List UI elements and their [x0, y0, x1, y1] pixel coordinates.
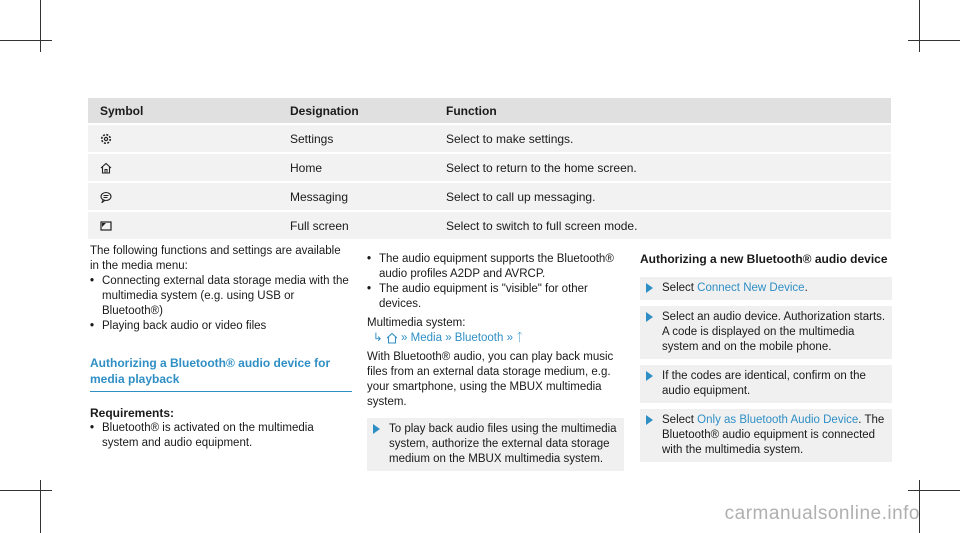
requirements-title: Requirements: [90, 406, 175, 420]
home-icon [100, 162, 112, 174]
symbol-cell [88, 210, 278, 239]
column-header: Function [434, 98, 891, 123]
chevron-right-icon: » [401, 332, 408, 344]
section-title: Authorizing a Bluetooth® audio device for media playback [90, 356, 331, 386]
list-item: • The audio equipment supports the Bluetooth® audio profiles A2DP and AVRCP. [367, 252, 624, 282]
chevron-right-icon: » [445, 332, 452, 344]
list-item: • Playing back audio or video files [90, 319, 352, 334]
function-cell: Select to switch to full screen mode. [434, 210, 891, 239]
path-label: Multimedia system: [367, 317, 466, 329]
instruction-step [640, 306, 892, 359]
instruction-step [367, 418, 624, 471]
step-text: If the codes are identical, confirm on the audio equipment. [662, 370, 866, 397]
path-step-bluetooth[interactable]: Bluetooth [454, 332, 504, 344]
section-subtitle: Authorizing a new Bluetooth® audio device [640, 252, 888, 266]
column-2 [367, 252, 624, 471]
step-arrow-icon [646, 371, 653, 381]
path-arrow-icon: ↳ [373, 332, 383, 344]
column-1 [90, 244, 352, 451]
instruction-step [640, 409, 892, 462]
symbol-cell [88, 123, 278, 152]
designation-cell: Settings [278, 123, 434, 152]
function-cell: Select to return to the home screen. [434, 152, 891, 181]
column-3 [640, 252, 892, 462]
table-row [88, 123, 891, 152]
step-arrow-icon [646, 283, 653, 293]
table-header-row [88, 98, 891, 123]
crop-mark [0, 490, 52, 491]
fullscreen-icon [100, 220, 112, 232]
step-text: . [804, 282, 808, 294]
chevron-right-icon: » [506, 332, 514, 344]
column-header: Symbol [88, 98, 278, 123]
crop-mark [908, 40, 960, 41]
symbol-cell [88, 152, 278, 181]
table-row [88, 181, 891, 210]
instruction-step [640, 365, 892, 403]
list-item: • Bluetooth® is activated on the multimedia system and audio equipment. [90, 421, 352, 451]
table-row [88, 152, 891, 181]
connect-new-device-link[interactable]: Connect New Device [697, 282, 805, 294]
path-step-media[interactable]: Media [410, 332, 442, 344]
watermark: carmanualsonline.info [724, 503, 920, 524]
list-item: • The audio equipment is "visible" for other devices. [367, 282, 624, 312]
crop-mark [0, 40, 52, 41]
step-text: Select [662, 282, 698, 294]
crop-mark [40, 480, 41, 533]
function-cell: Select to call up messaging. [434, 181, 891, 210]
message-icon [100, 191, 112, 203]
instruction-step [640, 277, 892, 300]
list-item: • Connecting external data storage media with the multimedia system (e.g. using USB or Bluetooth®) [90, 274, 352, 319]
column-header: Designation [278, 98, 434, 123]
gear-icon [100, 133, 112, 145]
crop-mark [919, 0, 920, 52]
body-text: With Bluetooth® audio, you can play back music files from an external data storage medium, e.g. your smartphone, using the MBUX multimedia system. [367, 351, 614, 408]
crop-mark [908, 490, 960, 491]
table-row [88, 210, 891, 239]
section-heading [90, 356, 352, 392]
step-text: Select an audio device. Authorization starts. A code is displayed on the multimedia system and on the mobile phone. [662, 311, 886, 353]
home-icon [386, 332, 398, 344]
crop-mark [40, 0, 41, 52]
step-arrow-icon [646, 415, 653, 425]
step-arrow-icon [373, 424, 380, 434]
bluetooth-icon: ᛏ [516, 332, 524, 344]
step-text: To play back audio files using the multimedia system, authorize the external data storage medium on the MBUX multimedia system. [389, 423, 617, 465]
symbol-cell [88, 181, 278, 210]
step-arrow-icon [646, 312, 653, 322]
intro-text: The following functions and settings are available in the media menu: [90, 245, 341, 272]
designation-cell: Messaging [278, 181, 434, 210]
designation-cell: Home [278, 152, 434, 181]
bluetooth-audio-device-link[interactable]: Only as Bluetooth Audio Device [697, 414, 859, 426]
function-cell: Select to make settings. [434, 123, 891, 152]
menu-path [367, 331, 624, 346]
designation-cell: Full screen [278, 210, 434, 239]
step-text: Select [662, 414, 698, 426]
step-text: . The Bluetooth® audio equipment is connected with the multimedia system. [662, 414, 885, 456]
symbol-table [88, 98, 891, 239]
